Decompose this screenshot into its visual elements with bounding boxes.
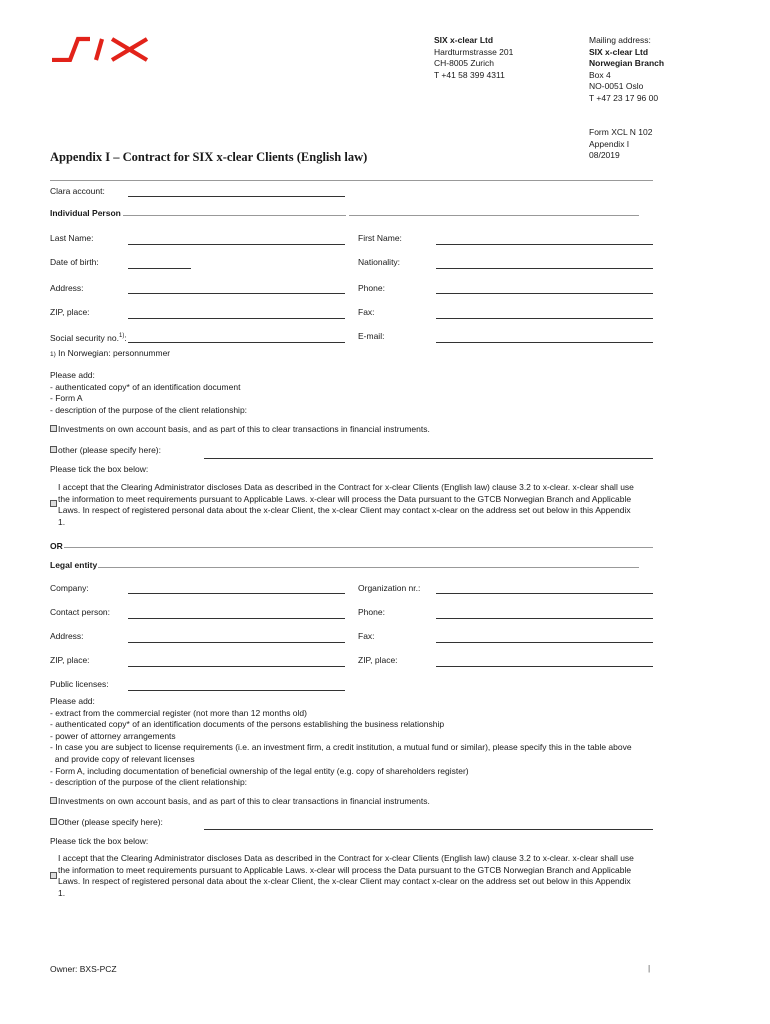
legal-other-specify-field[interactable] (204, 829, 653, 830)
footnote-text: In Norwegian: personnummer (58, 348, 171, 358)
legal-zip-field[interactable] (128, 666, 345, 667)
org-nr-label: Organization nr.: (358, 583, 421, 593)
mailing-label: Mailing address: (589, 35, 651, 45)
form-date: 08/2019 (589, 150, 620, 160)
company-label: Company: (50, 583, 89, 593)
other-specify-field[interactable] (204, 458, 653, 459)
six-logo (50, 36, 150, 62)
form-reference (589, 127, 652, 162)
phone-field[interactable] (436, 293, 653, 294)
contact-person-label: Contact person: (50, 607, 111, 617)
form-number: Form XCL N 102 (589, 127, 653, 137)
other-checkbox[interactable] (50, 446, 57, 453)
footnote (50, 348, 170, 360)
mailing-address (589, 35, 664, 104)
list-item: - power of attorney arrangements (50, 730, 176, 741)
last-name-field[interactable] (128, 244, 345, 245)
legal-zip-label: ZIP, place: (50, 655, 90, 665)
public-licenses-label: Public licenses: (50, 679, 109, 689)
legal-fax-field[interactable] (436, 642, 653, 643)
consent-checkbox[interactable] (50, 500, 57, 507)
legal-zip2-label: ZIP, place: (358, 655, 398, 665)
legal-address-label: Address: (50, 631, 84, 641)
or-separator-label: OR (50, 541, 63, 551)
divider (349, 215, 639, 216)
mailing-city: NO-0051 Oslo (589, 81, 644, 91)
ssn-label (50, 331, 127, 344)
phone-number: T +41 58 399 4311 (434, 69, 505, 80)
fax-field[interactable] (436, 318, 653, 319)
divider (123, 215, 346, 216)
city: CH-8005 Zurich (434, 58, 494, 68)
legal-investments-checkbox[interactable] (50, 797, 57, 804)
list-item: - authenticated copy* of an identification documents of the persons establishing the business relationship (50, 719, 445, 730)
consent-line: the information to meet requirements pursuant to Applicable Laws. x-clear will process the Data pursuant to the GTCB Norwegian Branch and Applicable (58, 493, 632, 504)
nationality-field[interactable] (436, 268, 653, 269)
list-item: Please add: (50, 696, 95, 706)
owner-footer: Owner: BXS-PCZ (50, 964, 117, 974)
page-title: Appendix I – Contract for SIX x-clear Clients (English law) (50, 150, 368, 164)
first-name-label: First Name: (358, 233, 402, 243)
consent-line: 1. (58, 887, 66, 898)
page-mark: | (648, 963, 651, 973)
list-item: and provide copy of relevant licenses (50, 753, 195, 764)
divider (50, 180, 653, 181)
divider (64, 547, 653, 548)
legal-entity-heading: Legal entity (50, 560, 98, 570)
list-item: - authenticated copy* of an identification document (50, 381, 241, 392)
email-field[interactable] (436, 342, 653, 343)
email-label: E-mail: (358, 331, 385, 341)
individual-please-add (50, 370, 247, 416)
investments-option-label: Investments on own account basis, and as part of this to clear transactions in financial instruments. (58, 424, 430, 434)
public-licenses-field[interactable] (128, 690, 345, 691)
consent-line: I accept that the Clearing Administrator discloses Data as described in the Contract for x-clear Clients (English law) clause 3.2 to x-clear. x-clear shall use (58, 853, 634, 863)
list-item: - description of the purpose of the client relationship: (50, 404, 248, 415)
consent-line: the information to meet requirements pursuant to Applicable Laws. x-clear will process the Data pursuant to the GTCB Norwegian Branch and Applicable (58, 864, 632, 875)
list-item: - In case you are subject to license requirements (i.e. an investment firm, a credit institution, a mutual fund or similar), please specify this in the table above (50, 742, 632, 753)
mailing-branch: Norwegian Branch (589, 58, 665, 68)
appendix-number: Appendix I (589, 138, 630, 149)
company-name: SIX x-clear Ltd (434, 35, 494, 45)
phone-label: Phone: (358, 283, 385, 293)
mailing-phone: T +47 23 17 96 00 (589, 92, 659, 103)
legal-zip2-field[interactable] (436, 666, 653, 667)
org-nr-field[interactable] (436, 593, 653, 594)
sender-address (434, 35, 513, 81)
ssn-footnote-ref: 1) (118, 333, 125, 339)
zip-field[interactable] (128, 318, 345, 319)
legal-other-checkbox[interactable] (50, 818, 57, 825)
consent-line: I accept that the Clearing Administrator discloses Data as described in the Contract for x-clear Clients (English law) clause 3.2 to x-clear. x-clear shall use (58, 482, 634, 492)
list-item: Please add: (50, 370, 95, 380)
ssn-colon: : (124, 332, 127, 343)
address-label: Address: (50, 283, 84, 293)
consent-text (58, 482, 643, 528)
footnote-number: 1) (50, 351, 56, 358)
first-name-field[interactable] (436, 244, 653, 245)
address-field[interactable] (128, 293, 345, 294)
legal-investments-option-label: Investments on own account basis, and as part of this to clear transactions in financial instruments. (58, 796, 430, 806)
legal-consent-checkbox[interactable] (50, 872, 57, 879)
company-field[interactable] (128, 593, 345, 594)
street: Hardturmstrasse 201 (434, 46, 514, 57)
list-item: - extract from the commercial register (not more than 12 months old) (50, 707, 307, 718)
legal-phone-label: Phone: (358, 607, 385, 617)
legal-address-field[interactable] (128, 642, 345, 643)
consent-line: Laws. In respect of registered personal data about the x-clear Client, the x-clear Client may contact x-clear on the address set out below in this Appendix (58, 876, 631, 887)
legal-consent-text (58, 853, 643, 899)
legal-other-option-label: Other (please specify here): (58, 817, 163, 827)
investments-checkbox[interactable] (50, 425, 57, 432)
divider (98, 567, 639, 568)
zip-label: ZIP, place: (50, 307, 90, 317)
mailing-company: SIX x-clear Ltd (589, 46, 649, 57)
legal-fax-label: Fax: (358, 631, 375, 641)
consent-line: 1. (58, 516, 66, 527)
mailing-box: Box 4 (589, 69, 611, 80)
list-item: - Form A (50, 393, 83, 404)
legal-please-add (50, 696, 632, 789)
tick-instruction: Please tick the box below: (50, 464, 149, 474)
other-option-label: other (please specify here): (58, 445, 161, 455)
fax-label: Fax: (358, 307, 375, 317)
individual-heading: Individual Person (50, 208, 121, 218)
last-name-label: Last Name: (50, 233, 94, 243)
list-item: - description of the purpose of the client relationship: (50, 777, 248, 788)
list-item: - Form A, including documentation of beneficial ownership of the legal entity (e.g. copy of shareholders register) (50, 765, 469, 776)
contact-person-field[interactable] (128, 618, 345, 619)
legal-tick-instruction: Please tick the box below: (50, 836, 149, 846)
clara-account-field[interactable] (128, 196, 345, 197)
legal-phone-field[interactable] (436, 618, 653, 619)
ssn-field[interactable] (128, 342, 345, 343)
ssn-text: Social security no. (50, 332, 119, 343)
consent-line: Laws. In respect of registered personal data about the x-clear Client, the x-clear Client may contact x-clear on the address set out below in this Appendix (58, 505, 631, 516)
nationality-label: Nationality: (358, 257, 401, 267)
dob-field[interactable] (128, 268, 191, 269)
dob-label: Date of birth: (50, 257, 99, 267)
clara-account-label: Clara account: (50, 186, 105, 196)
